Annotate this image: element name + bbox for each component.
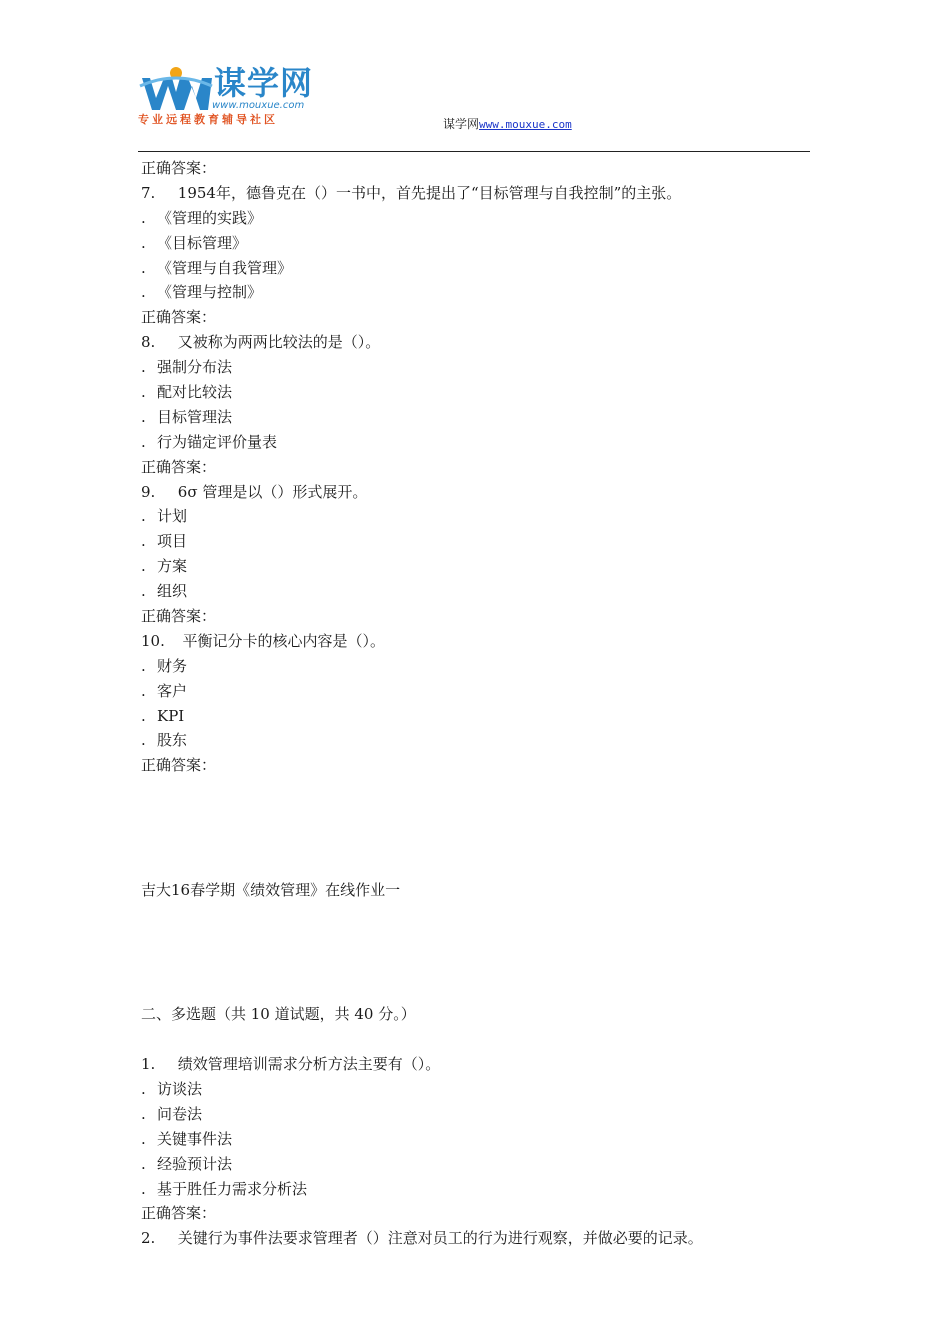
option xyxy=(141,554,821,579)
answer-label: 正确答案： xyxy=(141,457,217,476)
blank-line xyxy=(141,903,821,928)
option-bullet: . xyxy=(141,507,146,526)
option-bullet: . xyxy=(141,1154,146,1173)
option xyxy=(141,1077,821,1102)
option-text: KPI xyxy=(157,706,185,725)
option xyxy=(141,206,821,231)
option-bullet: . xyxy=(141,706,146,725)
option xyxy=(141,679,821,704)
logo-url: www.mouxue.com xyxy=(212,100,305,111)
option-bullet: . xyxy=(141,582,146,601)
assignment-title: 吉大16春学期《绩效管理》在线作业一 xyxy=(141,880,401,899)
option xyxy=(141,430,821,455)
option xyxy=(141,654,821,679)
header-divider xyxy=(138,151,810,152)
option-bullet: . xyxy=(141,233,146,252)
blank-line xyxy=(141,1027,821,1052)
option-bullet: . xyxy=(141,383,146,402)
blank-line xyxy=(141,828,821,853)
option-text: 行为锚定评价量表 xyxy=(157,432,278,451)
answer-label: 正确答案： xyxy=(141,159,217,177)
option-text: 客户 xyxy=(157,681,188,700)
option xyxy=(141,256,821,281)
option-text: 目标管理法 xyxy=(157,407,233,426)
option-text: 股东 xyxy=(157,731,188,750)
question-number: 9. xyxy=(141,482,156,501)
option-bullet: . xyxy=(141,358,146,377)
blank-line xyxy=(141,928,821,953)
option-bullet: . xyxy=(141,258,146,277)
option-bullet: . xyxy=(141,283,146,302)
option-bullet: . xyxy=(141,557,146,576)
site-name: 谋学网 xyxy=(443,117,480,131)
answer-label: 正确答案： xyxy=(141,607,217,626)
option-bullet: . xyxy=(141,1179,146,1198)
section-heading: 二、多选题（共 10 道试题，共 40 分。） xyxy=(141,1005,416,1024)
option xyxy=(141,704,821,729)
option-text: 经验预计法 xyxy=(157,1154,233,1173)
option-text: 财务 xyxy=(157,656,188,675)
header-site-line xyxy=(443,116,572,133)
option-bullet: . xyxy=(141,681,146,700)
option xyxy=(141,280,821,305)
question-number: 10. xyxy=(141,631,165,650)
option xyxy=(141,728,821,753)
option-text: 《管理的实践》 xyxy=(157,208,263,227)
option xyxy=(141,1102,821,1127)
answer-label: 正确答案： xyxy=(141,756,217,775)
option-bullet: . xyxy=(141,656,146,675)
logo-slogan: 专业远程教育辅导社区 xyxy=(138,113,278,126)
option xyxy=(141,355,821,380)
option-text: 方案 xyxy=(157,557,188,576)
option-bullet: . xyxy=(141,407,146,426)
option-bullet: . xyxy=(141,1129,146,1148)
option-text: 强制分布法 xyxy=(157,358,233,377)
option xyxy=(141,405,821,430)
option-bullet: . xyxy=(141,1104,146,1123)
logo-emblem-icon xyxy=(138,64,214,114)
option xyxy=(141,579,821,604)
question-number: 8. xyxy=(141,333,156,352)
question-8 xyxy=(141,330,821,355)
logo-wordmark: 谋学网 xyxy=(214,64,314,102)
site-link[interactable]: www.mouxue.com xyxy=(479,118,572,131)
multi-question-1 xyxy=(141,1052,821,1077)
mouxue-logo xyxy=(138,64,338,134)
question-number: 1. xyxy=(141,1055,156,1074)
option-text: 《目标管理》 xyxy=(157,233,248,252)
option xyxy=(141,1177,821,1202)
option-text: 组织 xyxy=(157,582,188,601)
option xyxy=(141,504,821,529)
option-bullet: . xyxy=(141,532,146,551)
option-text: 问卷法 xyxy=(157,1104,203,1123)
option-text: 关键事件法 xyxy=(157,1129,233,1148)
question-text: 又被称为两两比较法的是（）。 xyxy=(177,333,381,352)
option-text: 计划 xyxy=(157,507,188,526)
multi-question-2 xyxy=(141,1226,821,1251)
option xyxy=(141,231,821,256)
option-bullet: . xyxy=(141,1079,146,1098)
option-text: 《管理与自我管理》 xyxy=(157,258,293,277)
option-bullet: . xyxy=(141,731,146,750)
document-body xyxy=(141,156,821,1251)
option-bullet: . xyxy=(141,208,146,227)
option xyxy=(141,529,821,554)
blank-line xyxy=(141,803,821,828)
option-text: 配对比较法 xyxy=(157,383,233,402)
question-7 xyxy=(141,181,821,206)
question-10 xyxy=(141,629,821,654)
option xyxy=(141,380,821,405)
blank-line xyxy=(141,953,821,978)
blank-line xyxy=(141,977,821,1002)
question-text: 1954年，德鲁克在（）一书中，首先提出了“目标管理与自我控制”的主张。 xyxy=(177,183,682,202)
option-text: 《管理与控制》 xyxy=(157,283,263,302)
question-9 xyxy=(141,480,821,505)
question-text: 6σ 管理是以（）形式展开。 xyxy=(177,482,368,501)
option xyxy=(141,1152,821,1177)
question-number: 2. xyxy=(141,1229,156,1248)
option-text: 访谈法 xyxy=(157,1079,203,1098)
question-text: 绩效管理培训需求分析方法主要有（）。 xyxy=(177,1055,441,1074)
blank-line xyxy=(141,853,821,878)
answer-label: 正确答案： xyxy=(141,1204,217,1223)
question-text: 关键行为事件法要求管理者（）注意对员工的行为进行观察，并做必要的记录。 xyxy=(177,1229,703,1248)
option-text: 项目 xyxy=(157,532,188,551)
blank-line xyxy=(141,778,821,803)
option-bullet: . xyxy=(141,432,146,451)
question-number: 7. xyxy=(141,183,156,202)
answer-label: 正确答案： xyxy=(141,308,217,327)
option xyxy=(141,1127,821,1152)
option-text: 基于胜任力需求分析法 xyxy=(157,1179,308,1198)
question-text: 平衡记分卡的核心内容是（）。 xyxy=(182,631,386,650)
page-header xyxy=(0,0,950,155)
